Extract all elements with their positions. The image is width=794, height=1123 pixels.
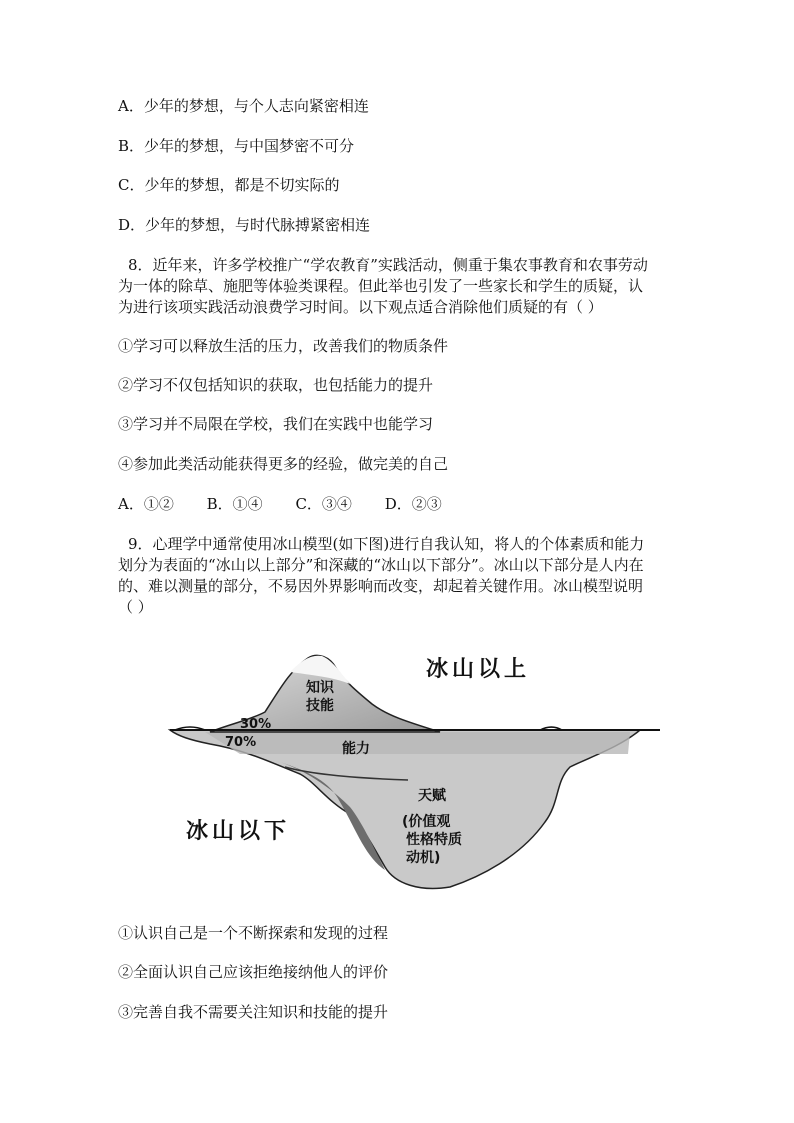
iceberg-figure bbox=[150, 632, 670, 894]
q8-statement-3: ③学习并不局限在学校，我们在实践中也能学习 bbox=[118, 415, 434, 433]
q8-stem-line: 为进行该项实践活动浪费学习时间。以下观点适合消除他们质疑的有（ ） bbox=[118, 298, 603, 316]
label-ability: 能力 bbox=[342, 741, 370, 757]
q7-option-b: B．少年的梦想，与中国梦密不可分 bbox=[118, 137, 355, 155]
label-above-water: 冰山以上 bbox=[426, 657, 531, 682]
q8-choice-c: C．③④ bbox=[295, 495, 352, 513]
q8-statement-1: ①学习可以释放生活的压力，改善我们的物质条件 bbox=[118, 337, 449, 355]
q9-statement-2: ②全面认识自己应该拒绝接纳他人的评价 bbox=[118, 963, 389, 981]
q8-statement-4: ④参加此类活动能获得更多的经验，做完美的自己 bbox=[118, 455, 449, 473]
q9-statement-1: ①认识自己是一个不断探索和发现的过程 bbox=[118, 924, 389, 942]
q8-stem bbox=[118, 255, 678, 318]
label-skills: 技能 bbox=[306, 698, 334, 714]
ability-band bbox=[205, 732, 630, 754]
q8-stem-line: 8．近年来，许多学校推广“学农教育”实践活动，侧重于集农事教育和农事劳动 bbox=[128, 256, 648, 274]
label-values: (价值观 bbox=[402, 814, 451, 830]
q9-statement-3: ③完善自我不需要关注知识和技能的提升 bbox=[118, 1003, 389, 1021]
label-knowledge: 知识 bbox=[306, 680, 334, 696]
q7-option-c: C．少年的梦想，都是不切实际的 bbox=[118, 176, 340, 194]
q9-stem-line: 的、难以测量的部分，不易因外界影响而改变，却起着关键作用。冰山模型说明 bbox=[118, 577, 644, 595]
label-pct-below: 70% bbox=[225, 735, 257, 750]
q9-stem bbox=[118, 534, 678, 618]
q8-choice-a: A．①② bbox=[118, 495, 174, 513]
q7-option-a: A．少年的梦想，与个人志向紧密相连 bbox=[118, 97, 369, 115]
q8-choices bbox=[118, 493, 470, 515]
q8-choice-d: D．②③ bbox=[384, 495, 442, 513]
q9-stem-line: （ ） bbox=[118, 598, 153, 616]
q9-stem-line: 9．心理学中通常使用冰山模型(如下图)进行自我认知，将人的个体素质和能力 bbox=[128, 535, 645, 553]
label-motivation: 动机) bbox=[406, 850, 441, 866]
label-pct-above: 30% bbox=[240, 717, 272, 732]
label-talent: 天赋 bbox=[418, 788, 446, 804]
q8-choice-b: B．①④ bbox=[206, 495, 263, 513]
q7-option-d: D．少年的梦想，与时代脉搏紧密相连 bbox=[118, 216, 371, 234]
label-traits: 性格特质 bbox=[406, 832, 462, 848]
q8-stem-line: 为一体的除草、施肥等体验类课程。但此举也引发了一些家长和学生的质疑，认 bbox=[118, 277, 644, 295]
label-below-water: 冰山以下 bbox=[186, 819, 291, 844]
q8-statement-2: ②学习不仅包括知识的获取，也包括能力的提升 bbox=[118, 376, 434, 394]
q9-stem-line: 划分为表面的“冰山以上部分”和深藏的“冰山以下部分”。冰山以下部分是人内在 bbox=[118, 556, 644, 574]
